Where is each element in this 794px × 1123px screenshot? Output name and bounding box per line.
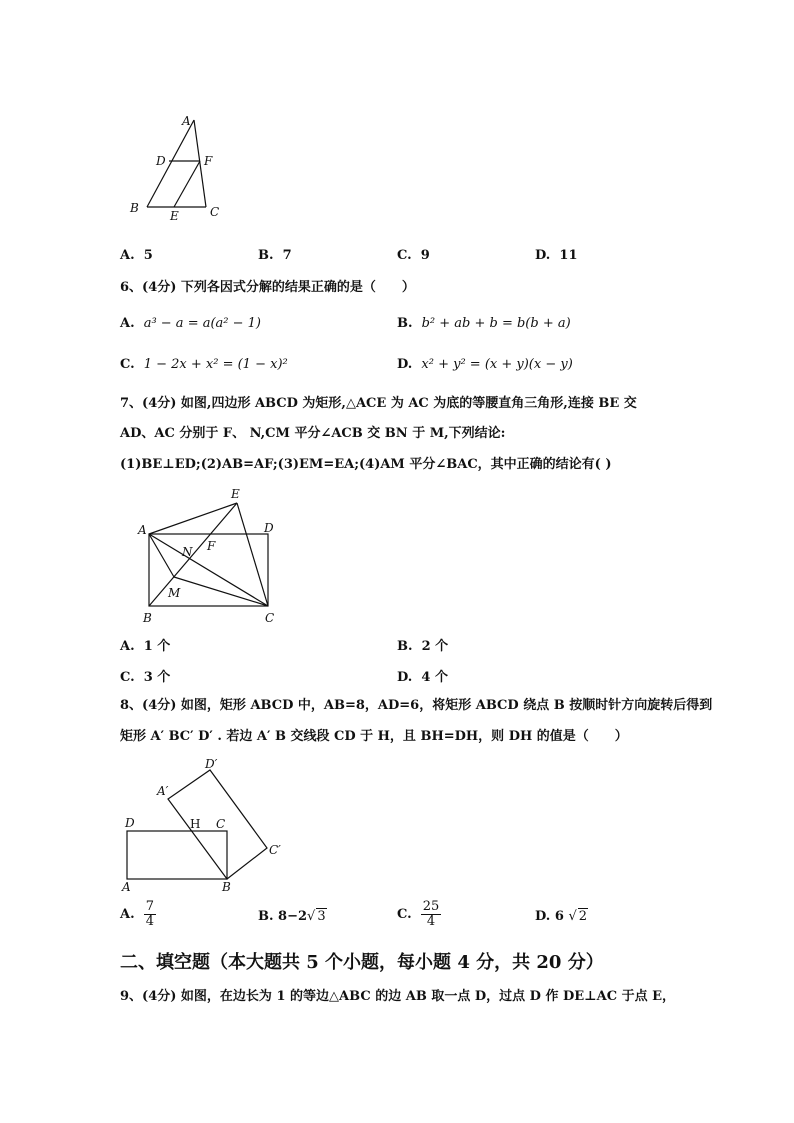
label-n: N	[182, 545, 193, 559]
label-e: E	[231, 487, 240, 501]
label-c: C	[210, 205, 220, 219]
q7-stem-line-2: AD、AC 分别于 F、 N,CM 平分∠ACB 交 BN 于 M,下列结论:	[120, 426, 506, 441]
label-c-prime: C′	[269, 843, 281, 857]
label-b: B	[130, 201, 139, 215]
label-d: D	[125, 816, 135, 830]
label-e: E	[170, 209, 179, 223]
label-a: A	[122, 880, 131, 894]
label-a-prime: A′	[157, 784, 169, 798]
q5-option-a[interactable]: A. 5	[120, 248, 153, 263]
q7-option-d[interactable]: D. 4 个	[397, 670, 448, 685]
label-a: A	[182, 114, 191, 128]
label-h: H	[190, 817, 201, 831]
q7-stem-line-3: (1)BE⊥ED;(2)AB=AF;(3)EM=EA;(4)AM 平分∠BAC，其中正确的结论有( )	[120, 457, 612, 472]
label-b: B	[143, 611, 152, 625]
q6-option-d[interactable]: D. x² + y² = (x + y)(x − y)	[397, 357, 573, 372]
q8-option-d[interactable]: D. 6 √ 2	[535, 909, 588, 924]
label-f: F	[207, 539, 216, 553]
q7-option-a[interactable]: A. 1 个	[120, 639, 171, 654]
q8-stem-line-1: 8、(4分) 如图，矩形 ABCD 中，AB=8，AD=6，将矩形 ABCD 绕点 B 按顺时针方向旋转后得到	[120, 698, 713, 713]
q6-stem: 6、(4分) 下列各因式分解的结果正确的是（ ）	[120, 280, 415, 295]
q8-option-c[interactable]: C. $\frac{25}{4}$	[397, 899, 440, 929]
rotated-rectangle-figure	[115, 755, 300, 895]
label-a: A	[138, 523, 147, 537]
rectangle-triangle-figure	[130, 482, 290, 627]
q6-option-a[interactable]: A. a³ − a = a(a² − 1)	[120, 316, 261, 331]
q7-option-b[interactable]: B. 2 个	[397, 639, 449, 654]
q8-option-a[interactable]: A. $\frac{7}{4}$	[120, 899, 154, 929]
q5-option-b[interactable]: B. 7	[258, 248, 292, 263]
label-c: C	[216, 817, 226, 831]
q8-option-b[interactable]: B. 8−2√ 3	[258, 909, 326, 924]
label-m: M	[168, 586, 181, 600]
fraction: $\frac{25}{4}$	[422, 899, 440, 929]
q6-option-b[interactable]: B. b² + ab + b = b(b + a)	[397, 316, 571, 331]
label-f: F	[204, 154, 213, 168]
q5-option-c[interactable]: C. 9	[397, 248, 430, 263]
q7-option-c[interactable]: C. 3 个	[120, 670, 171, 685]
label-d: D	[264, 521, 274, 535]
section-heading: 二、填空题（本大题共 5 个小题，每小题 4 分，共 20 分）	[120, 952, 604, 973]
label-b: B	[222, 880, 231, 894]
q9-stem-line-1: 9、(4分) 如图，在边长为 1 的等边△ABC 的边 AB 取一点 D，过点 D 作 DE⊥AC 于点 E，	[120, 989, 676, 1004]
q6-option-c[interactable]: C. 1 − 2x + x² = (1 − x)²	[120, 357, 288, 372]
q7-stem-line-1: 7、(4分) 如图,四边形 ABCD 为矩形,△ACE 为 AC 为底的等腰直角三角形,连接 BE 交	[120, 396, 637, 411]
label-d-prime: D′	[205, 757, 218, 771]
q8-stem-line-2: 矩形 A′ BC′ D′ . 若边 A′ B 交线段 CD 于 H，且 BH=DH，则 DH 的值是（ ）	[120, 729, 628, 744]
label-c: C	[265, 611, 275, 625]
fraction: $\frac{7}{4}$	[145, 899, 154, 929]
q5-option-d[interactable]: D. 11	[535, 248, 578, 263]
label-d: D	[156, 154, 166, 168]
triangle-figure	[120, 110, 230, 225]
